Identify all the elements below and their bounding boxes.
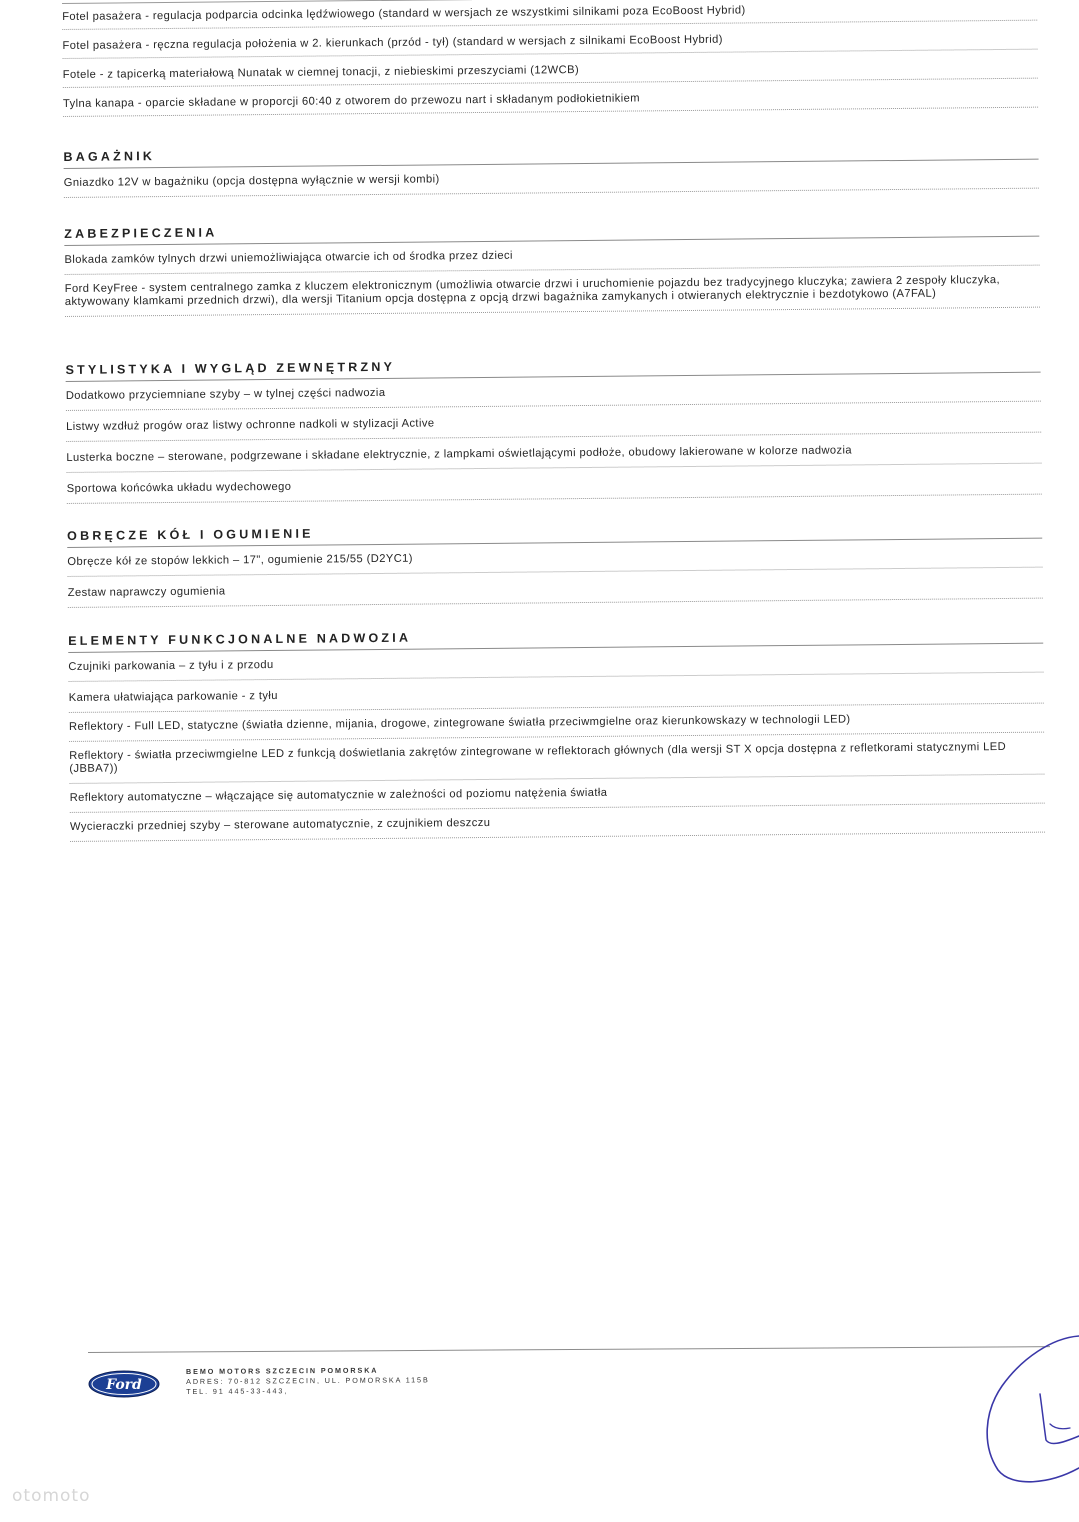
list-item: Gniazdko 12V w bagażniku (opcja dostępna wyłącznie w wersji kombi) <box>64 160 1039 198</box>
signature-icon <box>980 1328 1079 1488</box>
dealer-name: BEMO MOTORS SZCZECIN POMORSKA <box>186 1365 379 1376</box>
list-item: Tylna kanapa - oparcie składane w proporcji 60:40 z otworem do przewozu nart i składanym podłokietnikiem <box>63 79 1038 117</box>
list-item: Wycieraczki przedniej szyby – sterowane automatycznie, z czujnikiem deszczu <box>70 804 1045 842</box>
list-item: Dodatkowo przyciemniane szyby – w tylnej części nadwozia <box>66 373 1041 411</box>
list-item: Sportowa końcówka układu wydechowego <box>67 464 1042 504</box>
list-item: Reflektory - światła przeciwmgielne LED z funkcją doświetlania zakrętów zintegrowane w reflektorach głównych (dla wersji ST X opcja dostępna z refletkorami statycznymi LED (JBBA7)) <box>69 733 1044 784</box>
section-styling <box>65 350 1041 504</box>
ford-logo-text: Ford <box>106 1377 142 1393</box>
section-wheels <box>67 516 1043 608</box>
section-title: ELEMENTY FUNKCJONALNE NADWOZIA <box>68 621 1043 653</box>
list-item: Zestaw naprawczy ogumienia <box>68 568 1043 608</box>
list-item: Reflektory - Full LED, statyczne (światła dzienne, mijania, drogowe, zintegrowane światła przeciwmgielne oraz kierunkowskazy w technologii LED) <box>69 704 1044 742</box>
dealer-info <box>186 1365 430 1397</box>
list-item: Czujniki parkowania – z tyłu i z przodu <box>68 644 1043 682</box>
section-trunk <box>63 137 1038 198</box>
section-title: BAGAŻNIK <box>63 137 1038 169</box>
list-item: Reflektory automatyczne – włączające się automatycznie w zależności od poziomu natężenia światła <box>70 775 1045 813</box>
list-item: Fotel pasażera - regulacja podparcia odcinka lędźwiowego (standard w wersjach ze wszystkimi silnikami poza EcoBoost Hybrid) <box>62 0 1037 30</box>
ford-logo-icon <box>88 1370 160 1398</box>
dealer-phone: TEL. 91 445-33-443, <box>186 1386 289 1396</box>
list-item: Blokada zamków tylnych drzwi uniemożliwiająca otwarcie ich od środka przez dzieci <box>64 237 1039 275</box>
section-body <box>68 621 1045 842</box>
list-item: Kamera ułatwiająca parkowanie - z tyłu <box>69 673 1044 713</box>
list-item: Fotele - z tapicerką materiałową Nunatak w ciemnej tonacji, z niebieskimi przeszyciami (12WCB) <box>63 50 1038 88</box>
dealer-address: ADRES: 70-812 SZCZECIN, UL. POMORSKA 115B <box>186 1375 430 1386</box>
section-title: ZABEZPIECZENIA <box>64 214 1039 246</box>
list-item: Listwy wzdłuż progów oraz listwy ochronne nadkoli w stylizacji Active <box>66 402 1041 442</box>
list-item: Fotel pasażera - ręczna regulacja położenia w 2. kierunkach (przód - tył) (standard w wersjach z silnikami EcoBoost Hybrid) <box>62 21 1037 59</box>
section-seats <box>62 0 1038 117</box>
list-item: Lusterka boczne – sterowane, podgrzewane i składane elektrycznie, z lampkami oświetlającymi podłoże, obudowy lakierowane w kolorze nadwozia <box>66 433 1041 473</box>
section-security <box>64 214 1040 317</box>
list-item: Obręcze kół ze stopów lekkich – 17", ogumienie 215/55 (D2YC1) <box>67 539 1042 577</box>
section-title: OBRĘCZE KÓŁ I OGUMIENIE <box>67 516 1042 548</box>
section-title: STYLISTYKA I WYGLĄD ZEWNĘTRZNY <box>65 350 1040 382</box>
footer-rule <box>88 1346 1050 1353</box>
watermark: otomoto <box>12 1486 91 1506</box>
list-item: Ford KeyFree - system centralnego zamka z kluczem elektronicznym (umożliwia otwarcie drzwi i uruchomienie pojazdu bez tradycyjnego kluczyka; zawiera 2 zespoły kluczyka, aktywowany klamkami przednich drzwi), dla wersji Titanium opcja dostępna z opcją drzwi bagażnika zamykanych i otwieranych elektrycznie i bezdotykowo (A7FAL) <box>65 266 1040 317</box>
